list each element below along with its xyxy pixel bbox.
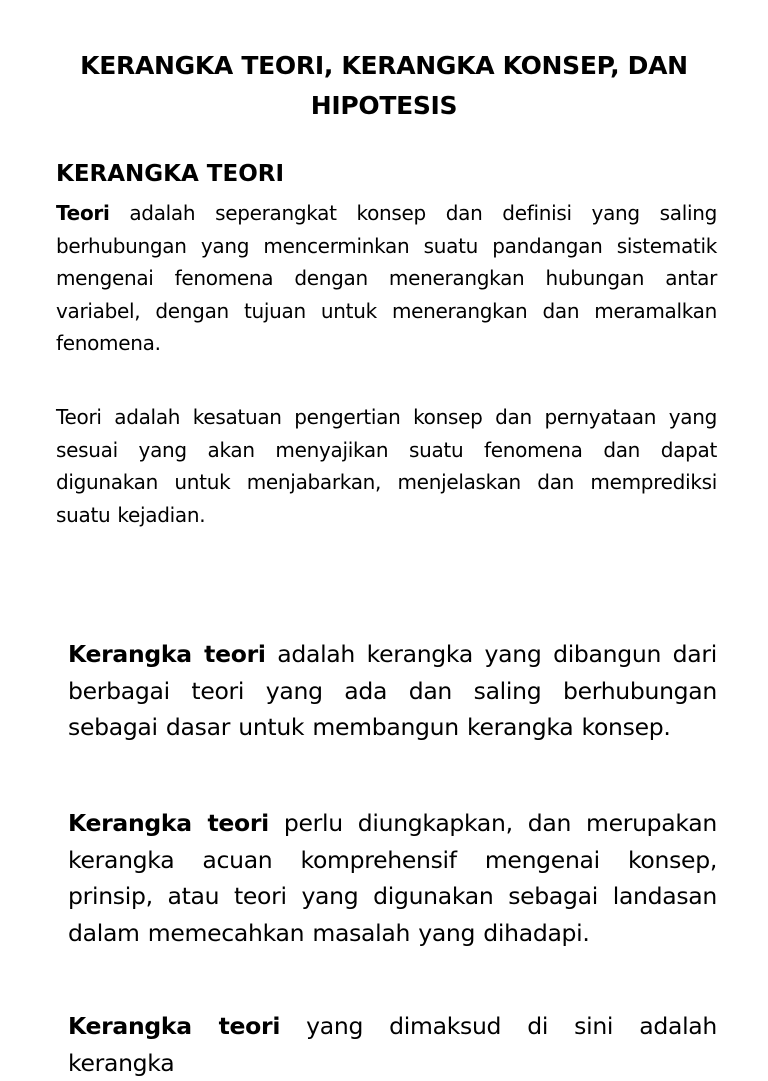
- paragraph-kerangka-teori-1: [68, 636, 717, 746]
- paragraph-text: yang dimaksud di sini adalah kerangka: [68, 1012, 717, 1077]
- paragraph-lead-term: Kerangka teori: [68, 1012, 281, 1040]
- paragraph-text: adalah seperangkat konsep dan definisi yang saling berhubungan yang mencerminkan suatu pandangan sistematik mengenai fenomena dengan menerangkan hubungan antar variabel, dengan tujuan untuk menerangkan dan meramalkan fenomena.: [56, 201, 717, 355]
- paragraph-lead-term: Kerangka teori: [68, 809, 269, 837]
- paragraph-kerangka-teori-3-cutoff: [68, 1008, 717, 1077]
- paragraph-lead-term: Kerangka teori: [68, 640, 266, 668]
- paragraph-text: adalah kerangka yang dibangun dari berbagai teori yang ada dan saling berhubungan sebagai dasar untuk membangun kerangka konsep.: [68, 640, 717, 741]
- section-heading: KERANGKA TEORI: [56, 161, 285, 187]
- paragraph-text: perlu diungkapkan, dan merupakan kerangka acuan komprehensif mengenai konsep, prinsip, atau teori yang digunakan sebagai landasan dalam memecahkan masalah yang dihadapi.: [68, 809, 717, 947]
- paragraph-kerangka-teori-2: [68, 805, 717, 951]
- paragraph-teori-definition: [56, 197, 717, 360]
- paragraph-teori-kesatuan: [56, 401, 717, 531]
- paragraph-text: Teori adalah kesatuan pengertian konsep dan pernyataan yang sesuai yang akan menyajikan suatu fenomena dan dapat digunakan untuk menjabarkan, menjelaskan dan memprediksi suatu kejadian.: [56, 405, 717, 527]
- page-title: KERANGKA TEORI, KERANGKA KONSEP, DAN HIPOTESIS: [80, 51, 688, 120]
- paragraph-lead-term: Teori: [56, 201, 110, 225]
